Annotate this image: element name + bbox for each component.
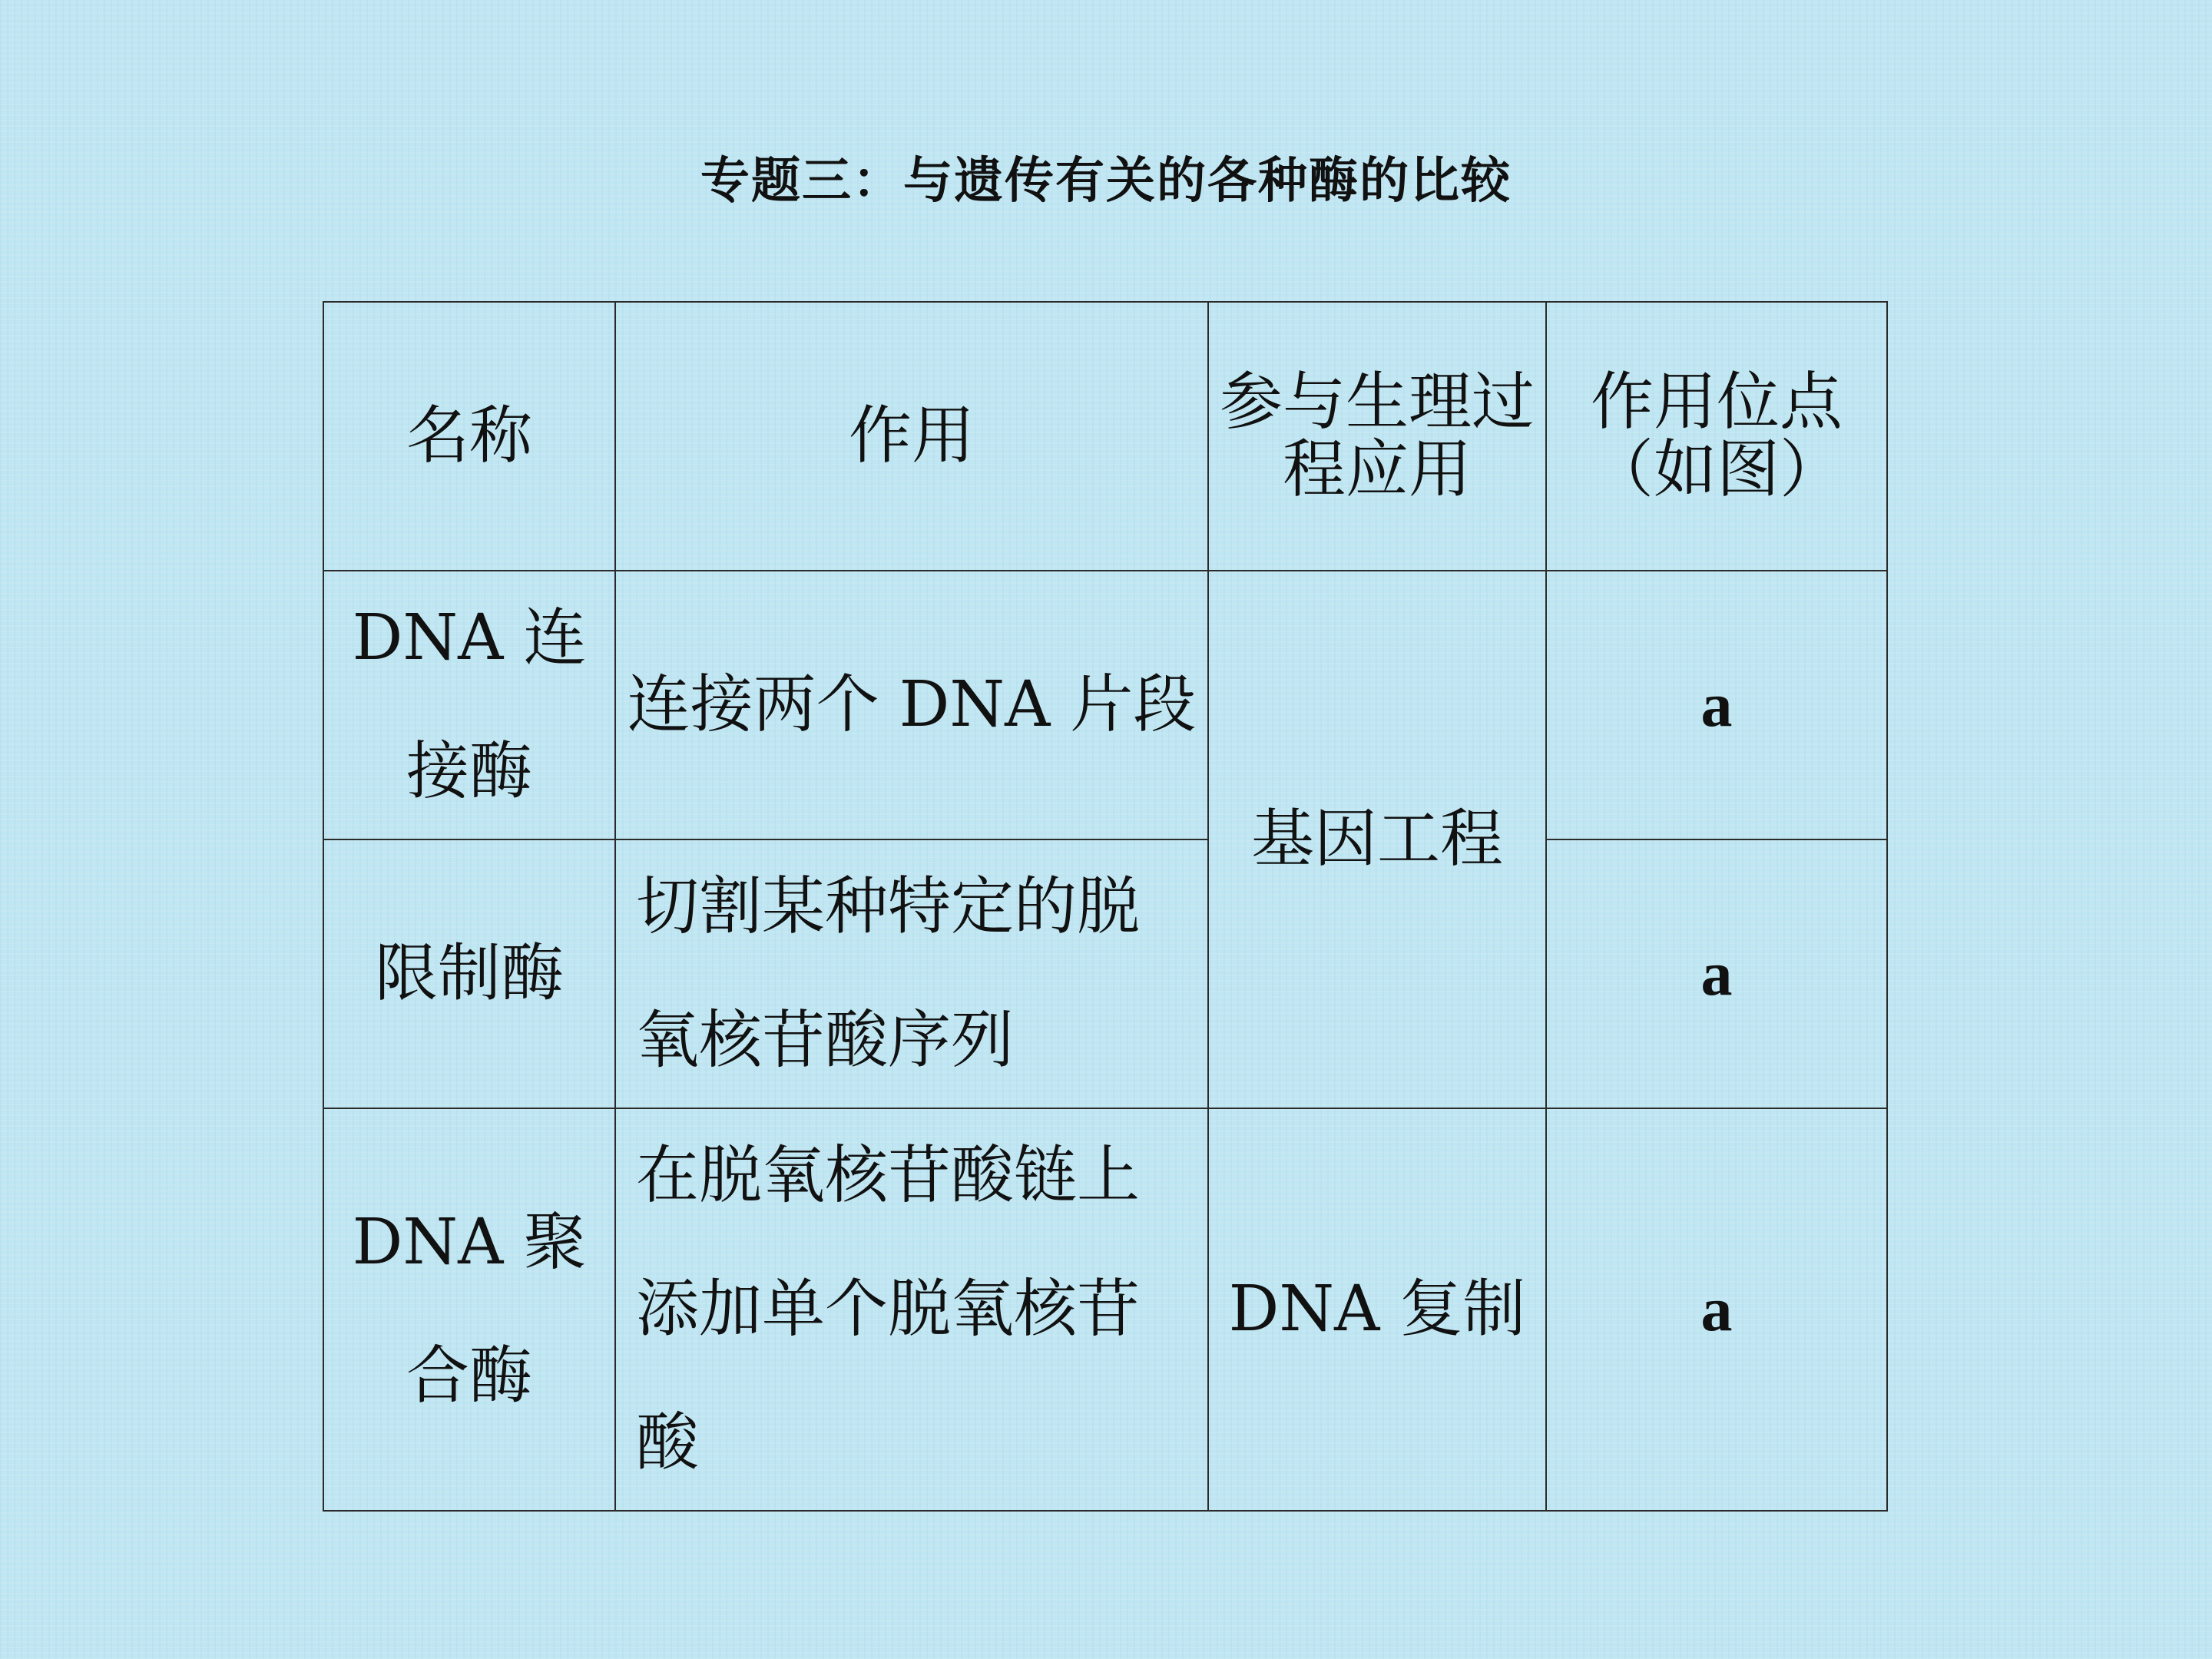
site-label	[1546, 571, 1887, 839]
table-row	[323, 571, 1887, 839]
header-process: 参与生理过程应用	[1208, 302, 1546, 571]
process-application: DNA 复制	[1208, 1108, 1546, 1511]
header-site: 作用位点（如图）	[1546, 302, 1887, 571]
header-name: 名称	[323, 302, 615, 571]
site-value: a	[1700, 1274, 1733, 1344]
enzyme-name: DNA 聚合酶	[323, 1108, 615, 1511]
site-label	[1546, 1108, 1887, 1511]
site-value: a	[1700, 939, 1733, 1008]
header-function: 作用	[615, 302, 1208, 571]
site-label	[1546, 839, 1887, 1108]
process-application: 基因工程	[1208, 571, 1546, 1108]
enzyme-function: 在脱氧核苷酸链上添加单个脱氧核苷酸	[615, 1108, 1208, 1511]
table-row	[323, 839, 1887, 1108]
table-header-row	[323, 302, 1887, 571]
enzyme-comparison-table	[323, 301, 1888, 1512]
page-title: 专题三：与遗传有关的各种酶的比较	[700, 153, 1512, 210]
enzyme-name: 限制酶	[323, 839, 615, 1108]
enzyme-function: 切割某种特定的脱氧核苷酸序列	[615, 839, 1208, 1108]
enzyme-function: 连接两个 DNA 片段	[615, 571, 1208, 839]
site-value: a	[1700, 670, 1733, 740]
enzyme-name: DNA 连接酶	[323, 571, 615, 839]
table-row	[323, 1108, 1887, 1511]
